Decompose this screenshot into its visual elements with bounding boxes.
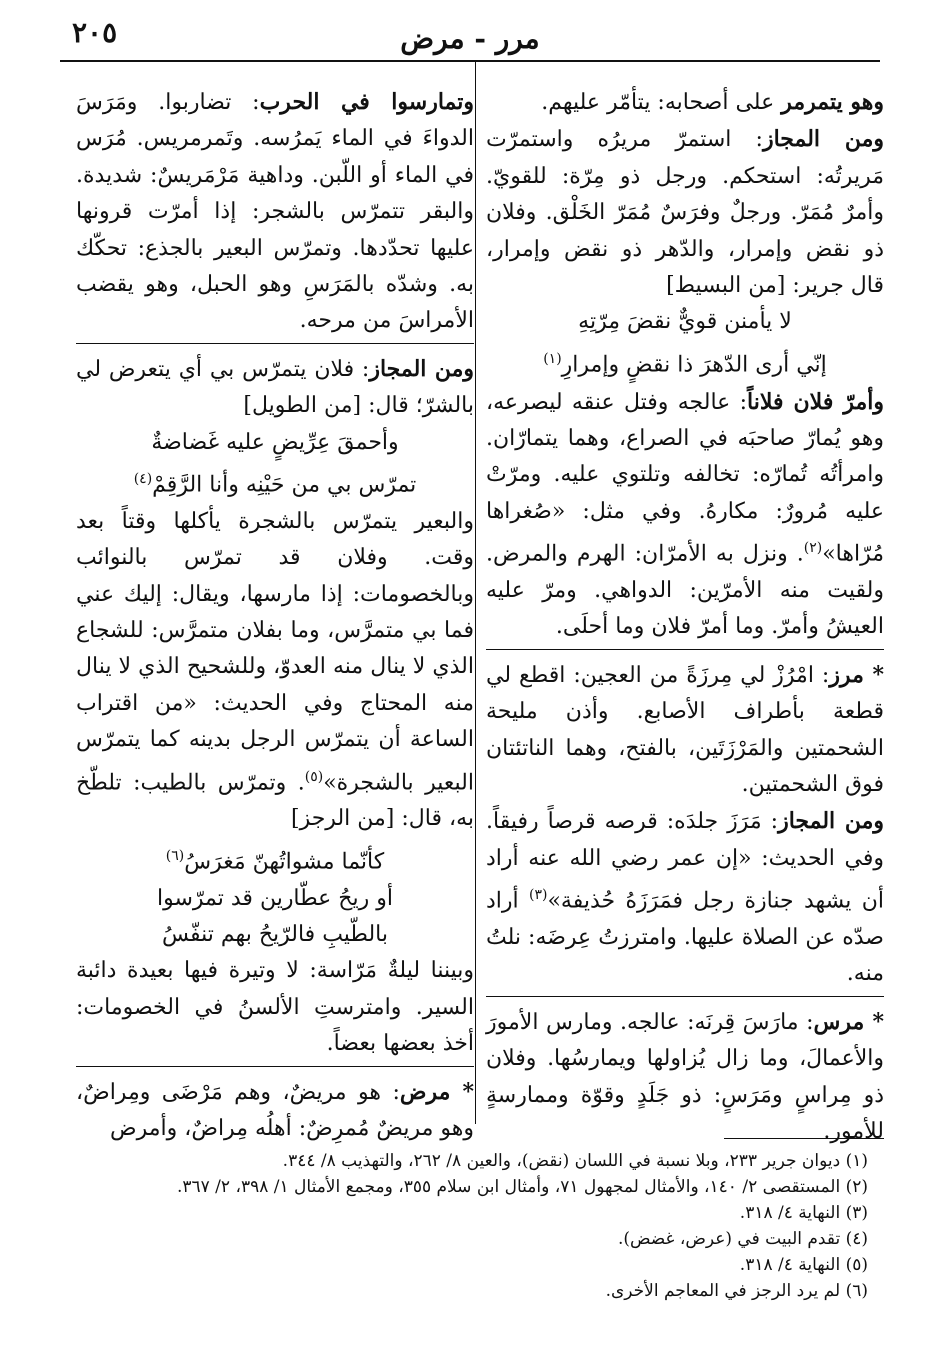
entry: * مرض: هو مريضٌ، وهم مَرْضَى ومِراضٌ، وهو مريضٌ مُمرِضٌ: أهلُه مِراضٌ، وأمرض: [76, 1078, 475, 1141]
poetry-verse: بالطّيبِ فالرّيحُ بهم تنفّسُ: [161, 921, 389, 947]
footnote: (٥) النهاية ٤/ ٣١٨.: [739, 1255, 868, 1275]
footnote: (١) ديوان جرير ٢٣٣، وبلا نسبة في اللسان (نقض)، والعين ٨/ ٢٦٢، والتهذيب ٨/ ٣٤٤.: [282, 1151, 868, 1171]
footnotes: [68, 1148, 868, 1304]
poetry-verse: لا يأمنن قويٌّ نقضَ مِرّتِهِ: [578, 309, 792, 335]
poetry-verse: إنّي أرى الدّهرَ ذا نقضٍ وإمرارِ$^{(١)}$: [543, 350, 827, 378]
footnote-marker: (٤): [133, 471, 153, 488]
footnote: (٦) لم يرد الرجز في المعاجم الأخرى.: [605, 1281, 868, 1301]
entry-separator: [76, 343, 474, 348]
footnote-marker: (٣): [528, 887, 548, 904]
footnote: (٣) النهاية ٤/ ٣١٨.: [739, 1203, 868, 1223]
footnote: (٢) المستقصى ٢/ ١٤٠، والأمثال لمجهول ٧١، وأمثال ابن سلام ٣٥٥، ومجمع الأمثال ١/ ٣٩٨، ٢/ ٣٦٧.: [176, 1177, 868, 1197]
entry-separator: [76, 1066, 474, 1071]
entry: ومن المجاز: فلان يتمرّس بي أي يتعرض لي بالشرّ؛ قال: [من الطويل]: [76, 355, 474, 419]
entry: وتمارسوا في الحرب: تضاربوا. ومَرَسَ الدواءَ في الماء يَمرُسه. وتَمرمريس. مُرَس في الماء أو اللّبن. وداهية مَرْمَريسٌ: شديدة. والبقر تتمرّس بالشجر: إذا أمرّت قرونها عليها تحدّدها. وتمرّس البعير بالجذع: تحكّك به. وشدّه بالمَرَسِ وهو الحبل، وهو يقضب الأمراسَ من مرحه.: [76, 89, 474, 334]
footnote: (٤) تقدم البيت في (عرض، غضض).: [617, 1229, 868, 1249]
left-column: [76, 84, 474, 1147]
entry: * مرز: امْرُزْ لي مِرزَةً من العجين: اقطع لي قطعة بأطراف الأصابع. وأذن مليحة الشحمتين والمَرْزَتَين، بالفتح، وهما الناتئتان فوق الشحمتين.: [486, 661, 884, 797]
column-divider: [475, 62, 476, 1124]
entry-separator: [486, 996, 884, 1001]
poetry-verse: أو ريحُ عطّارين قد تمرّسوا: [157, 885, 393, 911]
entry: وهو يتمرمر على أصحابه: يتأمّر عليهم.: [541, 89, 884, 115]
page-header: [60, 14, 880, 58]
entry: ومن المجاز: مَرَزَ جلدَه: قرصه قرصاً رفيقاً. وفي الحديث: «إن عمر رضي الله عنه أراد أن يشهد جنازة رجل فمَرَزَهُ حُذيفة»$^{(٣)}$ أراد صدّه عن الصلاة عليها. وامترزتُ عِرضَه: نلتُ منه.: [486, 808, 884, 987]
entry-separator: [486, 649, 884, 654]
right-column: [486, 84, 884, 1150]
footnote-marker: (٦): [165, 847, 185, 864]
poetry-verse: كأنّما مشواتُهنّ مَغرَسُ$^{(٦)}$: [165, 847, 385, 875]
page-number: ٢٠٥: [72, 16, 118, 49]
entry: * مرس: مارَسَ قِرنَه: عالجه. ومارس الأمورَ والأعمالَ، وما زال يُزاولها ويمارسُها. وفلان ذو مِراسٍ ومَرَسٍ: ذو جَلَدٍ وقوّة وممارسةٍ للأمور.: [486, 1008, 884, 1144]
poetry-verse: وأحمقَ عِرِّيضٍ عليه غَضاضةٌ: [151, 429, 399, 455]
entry: وبيننا ليلةٌ مَرّاسة: لا وتيرة فيها بعيدة دائبة السير. وامترستِ الألسنُ في الخصومات: أخذ بعضها بعضاً.: [76, 958, 474, 1057]
entry: والبعير يتمرّس بالشجرة يأكلها وقتاً بعد وقت. وفلان قد تمرّس بالنوائب وبالخصومات: إذا مارسها، ويقال: إليك عني فما بي متمرَّس، وما بفلان متمرَّس: للشجاع الذي لا ينال منه العدوّ، وللشحيح الذي لا ينال منه المحتاج وفي الحديث: «من اقتراب الساعة أن يتمرّس الرجل بدينه كما يتمرّس البعير بالشجرة»$^{(٥)}$. وتمرّس بالطيب: تلطّخ به، قال: [من الرجز]: [76, 508, 474, 832]
poetry-verse: تمرّس بي من حَيْنِه وأنا الرَّقِمْ$^{(٤)}$: [133, 471, 417, 498]
footnote-marker: (٢): [803, 540, 823, 557]
entry: ومن المجاز: استمرّ مريرُه واستمرّت مَريرتُه: استحكم. ورجل ذو مِرّة: للقويّ. وأمرٌ مُمَرّ. ورجلٌ وفرَسٌ مُمَرّ الخَلْق. وفلان ذو نقض وإمرار، والدّهر ذو نقض وإمرار، قال جرير: [من البسيط]: [486, 126, 884, 299]
footnote-marker: (١): [543, 350, 562, 367]
footnote-rule: [724, 1138, 884, 1139]
running-title: مرر - مرض: [400, 22, 540, 55]
footnote-marker: (٥): [304, 768, 324, 785]
header-rule: [60, 60, 880, 62]
entry: وأمرّ فلان فلاناً: عالجه وفتل عنقه ليصرعه، وهو يُمارّ صاحبَه في الصراع، وهما يتمارّان. وامرأتُه تُمارّه: تخالفه وتلتوي عليه. ومرّتْ عليه مُرورٌ: مكارهُ. وفي مثل: «صُغراها مُرّاها»$^{(٢)}$. ونزل به الأمرّان: الهرم والمرض. ولقيت منه الأمرّين: الدواهي. ومرّ عليه العيشُ وأمرّ. وما أمرّ فلان وما أحلَى.: [486, 388, 885, 640]
